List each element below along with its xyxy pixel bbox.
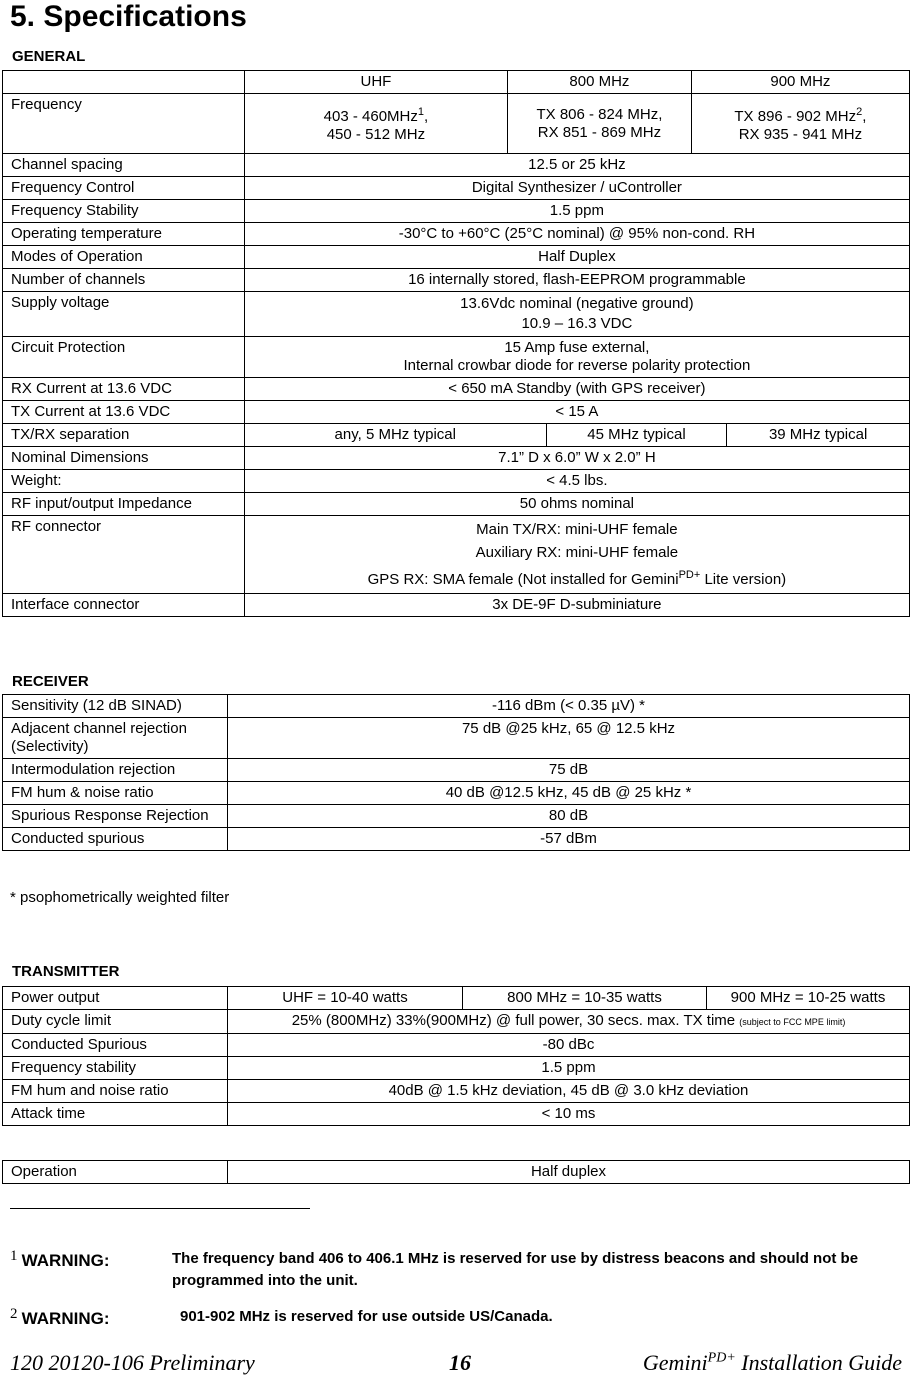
spec-value: 80 dB bbox=[228, 805, 910, 828]
spec-row bbox=[3, 177, 910, 200]
interface-label: Interface connector bbox=[3, 594, 245, 617]
power-800: 800 MHz = 10-35 watts bbox=[463, 987, 707, 1010]
spec-label: Intermodulation rejection bbox=[3, 759, 228, 782]
rf-connector-label: RF connector bbox=[3, 516, 245, 594]
separation-row bbox=[3, 424, 910, 447]
spec-value: 75 dB @25 kHz, 65 @ 12.5 kHz bbox=[228, 718, 910, 759]
footer-doc-number: 120 20120-106 Preliminary bbox=[10, 1350, 255, 1375]
rf-connector-row bbox=[3, 516, 910, 594]
spec-row bbox=[3, 493, 910, 516]
separation-800: 45 MHz typical bbox=[546, 424, 727, 447]
spec-label: Nominal Dimensions bbox=[3, 447, 245, 470]
spec-row bbox=[3, 695, 910, 718]
footnote-text: 901-902 MHz is reserved for use outside US/Canada. bbox=[180, 1308, 553, 1325]
interface-row bbox=[3, 594, 910, 617]
footer-page-number: 16 bbox=[449, 1350, 471, 1375]
spec-value: 1.5 ppm bbox=[228, 1057, 910, 1080]
spec-row bbox=[3, 782, 910, 805]
footnote-1 bbox=[10, 1248, 910, 1294]
spec-row bbox=[3, 1034, 910, 1057]
spec-value: 1.5 ppm bbox=[244, 200, 909, 223]
operation-value: Half duplex bbox=[228, 1161, 910, 1184]
transmitter-table bbox=[2, 986, 910, 1126]
frequency-800: TX 806 - 824 MHz, RX 851 - 869 MHz bbox=[508, 94, 692, 154]
spec-row bbox=[3, 246, 910, 269]
duty-row bbox=[3, 1010, 910, 1034]
spec-value: 16 internally stored, flash-EEPROM programmable bbox=[244, 269, 909, 292]
power-900: 900 MHz = 10-25 watts bbox=[707, 987, 910, 1010]
tx-current-label: TX Current at 13.6 VDC bbox=[3, 401, 245, 424]
spec-value: -80 dBc bbox=[228, 1034, 910, 1057]
col-header-uhf: UHF bbox=[244, 71, 507, 94]
protection-label: Circuit Protection bbox=[3, 337, 245, 378]
blank-header bbox=[3, 71, 245, 94]
frequency-900: TX 896 - 902 MHz$^2$, RX 935 - 941 MHz bbox=[691, 94, 909, 154]
transmitter-heading: TRANSMITTER bbox=[12, 963, 120, 980]
footnote-warning: WARNING: bbox=[21, 1251, 110, 1270]
col-header-800: 800 MHz bbox=[508, 71, 692, 94]
spec-row bbox=[3, 470, 910, 493]
separation-900: 39 MHz typical bbox=[727, 424, 910, 447]
spec-label: Number of channels bbox=[3, 269, 245, 292]
header-row bbox=[3, 71, 910, 94]
spec-value: 40dB @ 1.5 kHz deviation, 45 dB @ 3.0 kHz deviation bbox=[228, 1080, 910, 1103]
operation-row bbox=[3, 1161, 910, 1184]
spec-label: Conducted spurious bbox=[3, 828, 228, 851]
spec-label: Channel spacing bbox=[3, 154, 245, 177]
duty-label: Duty cycle limit bbox=[3, 1010, 228, 1034]
spec-row bbox=[3, 1103, 910, 1126]
spec-label: Frequency Stability bbox=[3, 200, 245, 223]
page-title: 5. Specifications bbox=[10, 0, 247, 33]
spec-value: 50 ohms nominal bbox=[244, 493, 909, 516]
spec-row bbox=[3, 1057, 910, 1080]
spec-value: 75 dB bbox=[228, 759, 910, 782]
supply-label: Supply voltage bbox=[3, 292, 245, 337]
spec-label: Weight: bbox=[3, 470, 245, 493]
power-uhf: UHF = 10-40 watts bbox=[228, 987, 463, 1010]
spec-label: Operating temperature bbox=[3, 223, 245, 246]
spec-value: Digital Synthesizer / uController bbox=[244, 177, 909, 200]
general-heading: GENERAL bbox=[12, 48, 86, 65]
spec-label: Sensitivity (12 dB SINAD) bbox=[3, 695, 228, 718]
duty-value: 25% (800MHz) 33%(900MHz) @ full power, 30 secs. max. TX time (subject to FCC MPE limit) bbox=[228, 1010, 910, 1034]
spec-row bbox=[3, 269, 910, 292]
footnote-text: The frequency band 406 to 406.1 MHz is reserved for use by distress beacons and should not be programmed into the unit. bbox=[172, 1250, 859, 1289]
rf-connector-value: Main TX/RX: mini-UHF female Auxiliary RX: mini-UHF female GPS RX: SMA female (Not installed for Gemini$^{PD+}$ Lite version) bbox=[244, 516, 909, 594]
spec-row bbox=[3, 759, 910, 782]
spec-label: Frequency stability bbox=[3, 1057, 228, 1080]
spec-value: 7.1” D x 6.0” W x 2.0” H bbox=[244, 447, 909, 470]
spec-label: FM hum & noise ratio bbox=[3, 782, 228, 805]
spec-label: Modes of Operation bbox=[3, 246, 245, 269]
protection-value: 15 Amp fuse external, Internal crowbar diode for reverse polarity protection bbox=[244, 337, 909, 378]
footnote-divider bbox=[10, 1208, 310, 1209]
spec-label: Adjacent channel rejection (Selectivity) bbox=[3, 718, 228, 759]
spec-value: 40 dB @12.5 kHz, 45 dB @ 25 kHz * bbox=[228, 782, 910, 805]
spec-label: RF input/output Impedance bbox=[3, 493, 245, 516]
tx-current-row bbox=[3, 401, 910, 424]
spec-row bbox=[3, 718, 910, 759]
rx-current-label: RX Current at 13.6 VDC bbox=[3, 378, 245, 401]
spec-label: Frequency Control bbox=[3, 177, 245, 200]
spec-value: Half Duplex bbox=[244, 246, 909, 269]
interface-value: 3x DE-9F D-subminiature bbox=[244, 594, 909, 617]
spec-row bbox=[3, 200, 910, 223]
spec-value: < 10 ms bbox=[228, 1103, 910, 1126]
power-row bbox=[3, 987, 910, 1010]
frequency-label: Frequency bbox=[3, 94, 245, 154]
spec-label: Conducted Spurious bbox=[3, 1034, 228, 1057]
rx-current-value: < 650 mA Standby (with GPS receiver) bbox=[244, 378, 909, 401]
spec-row bbox=[3, 828, 910, 851]
receiver-note: * psophometrically weighted filter bbox=[10, 889, 230, 906]
spec-label: Attack time bbox=[3, 1103, 228, 1126]
spec-row bbox=[3, 223, 910, 246]
operation-label: Operation bbox=[3, 1161, 228, 1184]
spec-row bbox=[3, 154, 910, 177]
col-header-900: 900 MHz bbox=[691, 71, 909, 94]
protection-row bbox=[3, 337, 910, 378]
spec-value: 12.5 or 25 kHz bbox=[244, 154, 909, 177]
spec-label: FM hum and noise ratio bbox=[3, 1080, 228, 1103]
general-table bbox=[2, 70, 910, 617]
spec-value: < 4.5 lbs. bbox=[244, 470, 909, 493]
receiver-table bbox=[2, 694, 910, 851]
frequency-row bbox=[3, 94, 910, 154]
spec-label: Spurious Response Rejection bbox=[3, 805, 228, 828]
spec-value: -116 dBm (< 0.35 µV) * bbox=[228, 695, 910, 718]
receiver-heading: RECEIVER bbox=[12, 673, 89, 690]
footnote-number: 2 bbox=[10, 1306, 18, 1322]
footnote-number: 1 bbox=[10, 1248, 18, 1264]
supply-value: 13.6Vdc nominal (negative ground) 10.9 – 16.3 VDC bbox=[244, 292, 909, 337]
power-label: Power output bbox=[3, 987, 228, 1010]
spec-value: -57 dBm bbox=[228, 828, 910, 851]
spec-value: -30°C to +60°C (25°C nominal) @ 95% non-cond. RH bbox=[244, 223, 909, 246]
rx-current-row bbox=[3, 378, 910, 401]
footnote-2 bbox=[10, 1306, 910, 1330]
separation-label: TX/RX separation bbox=[3, 424, 245, 447]
spec-row bbox=[3, 447, 910, 470]
tx-current-value: < 15 A bbox=[244, 401, 909, 424]
frequency-uhf: 403 - 460MHz$^1$, 450 - 512 MHz bbox=[244, 94, 507, 154]
spec-row bbox=[3, 1080, 910, 1103]
footnote-warning: WARNING: bbox=[21, 1309, 110, 1328]
separation-uhf: any, 5 MHz typical bbox=[244, 424, 546, 447]
footer-guide-title: Gemini$^{PD+}$ Installation Guide bbox=[642, 1350, 902, 1375]
operation-table bbox=[2, 1160, 910, 1184]
supply-row bbox=[3, 292, 910, 337]
spec-row bbox=[3, 805, 910, 828]
